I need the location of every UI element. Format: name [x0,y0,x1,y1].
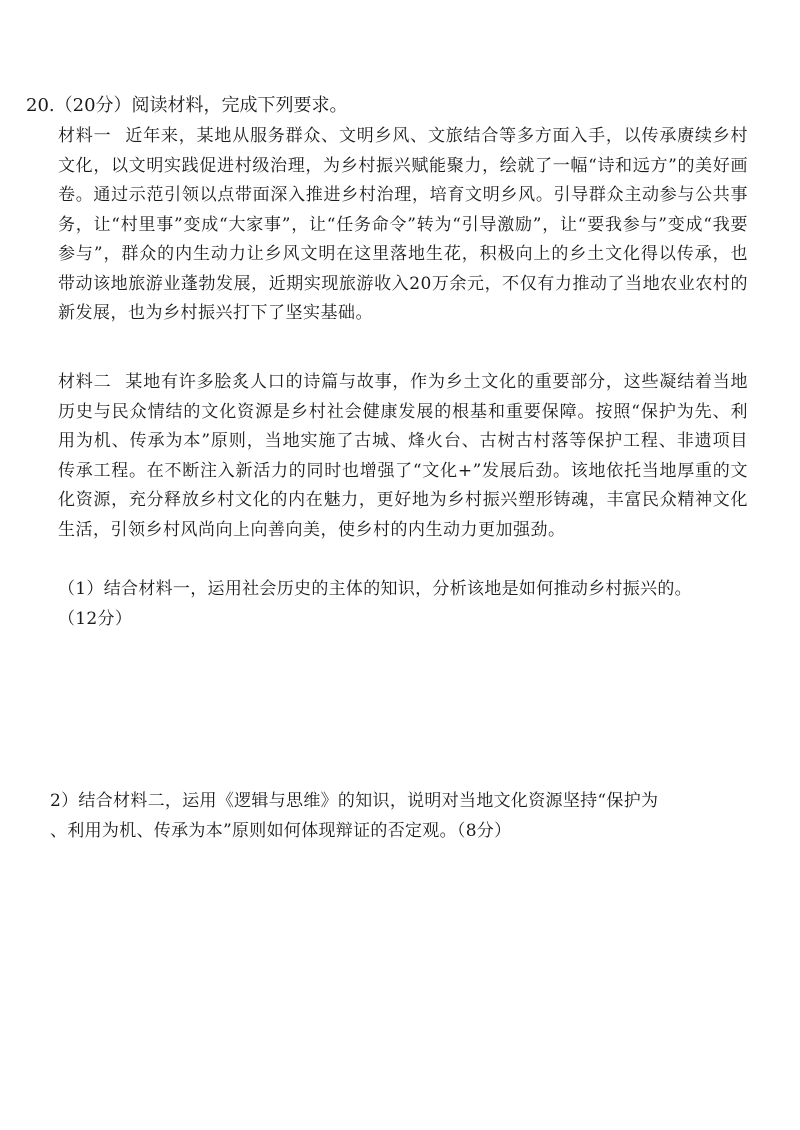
material-one-label: 材料一 [58,126,112,146]
material-two [58,368,748,545]
material-two-text: 某地有许多脍炙人口的诗篇与故事，作为乡土文化的重要部分，这些凝结着当地历史与民众情结的文化资源是乡村社会健康发展的根基和重要保障。按照“保护为先、利用为机、传承为本”原则，当地实施了古城、烽火台、古树古村落等保护工程、非遗项目传承工程。在不断注入新活力的同时也增强了“文化+”发展后劲。该地依托当地厚重的文化资源，充分释放乡村文化的内在魅力，更好地为乡村振兴塑形铸魂，丰富民众精神文化生活，引领乡村风尚向上向善向美，使乡村的内生动力更加强劲。 [58,372,749,540]
sub-question-two-line-1: 2）结合材料二，运用《逻辑与思维》的知识，说明对当地文化资源坚持“保护为 [50,791,659,811]
material-one [58,122,748,329]
material-one-text: 近年来，某地从服务群众、文明乡风、文旅结合等多方面入手，以传承赓续乡村文化，以文明实践促进村级治理，为乡村振兴赋能聚力，绘就了一幅“诗和远方”的美好画卷。通过示范引领以点带面深入推进乡村治理，培育文明乡风。引导群众主动参与公共事务，让“村里事”变成“大家事”，让“任务命令”转为“引导激励”，让“要我参与”变成“我要参与”，群众的内生动力让乡风文明在这里落地生花，积极向上的乡土文化得以传承，也带动该地旅游业蓬勃发展，近期实现旅游收入20万余元，不仅有力推动了当地农业农村的新发展，也为乡村振兴打下了坚实基础。 [58,126,749,323]
sub-question-two [50,786,760,846]
question-number: 20. [26,95,55,116]
question-points: （20分） [54,95,132,116]
material-two-label: 材料二 [58,372,112,392]
question-header [26,92,348,120]
sub-question-one-line-1: （1）结合材料一，运用社会历史的主体的知识，分析该地是如何推动乡村振兴的。 [58,579,692,599]
sub-question-two-line-2: 、利用为机、传承为本”原则如何体现辩证的否定观。（8分） [50,821,512,841]
sub-question-one [58,574,758,634]
question-instruction: 阅读材料，完成下列要求。 [131,95,348,116]
sub-question-one-line-2: （12分） [58,609,133,629]
